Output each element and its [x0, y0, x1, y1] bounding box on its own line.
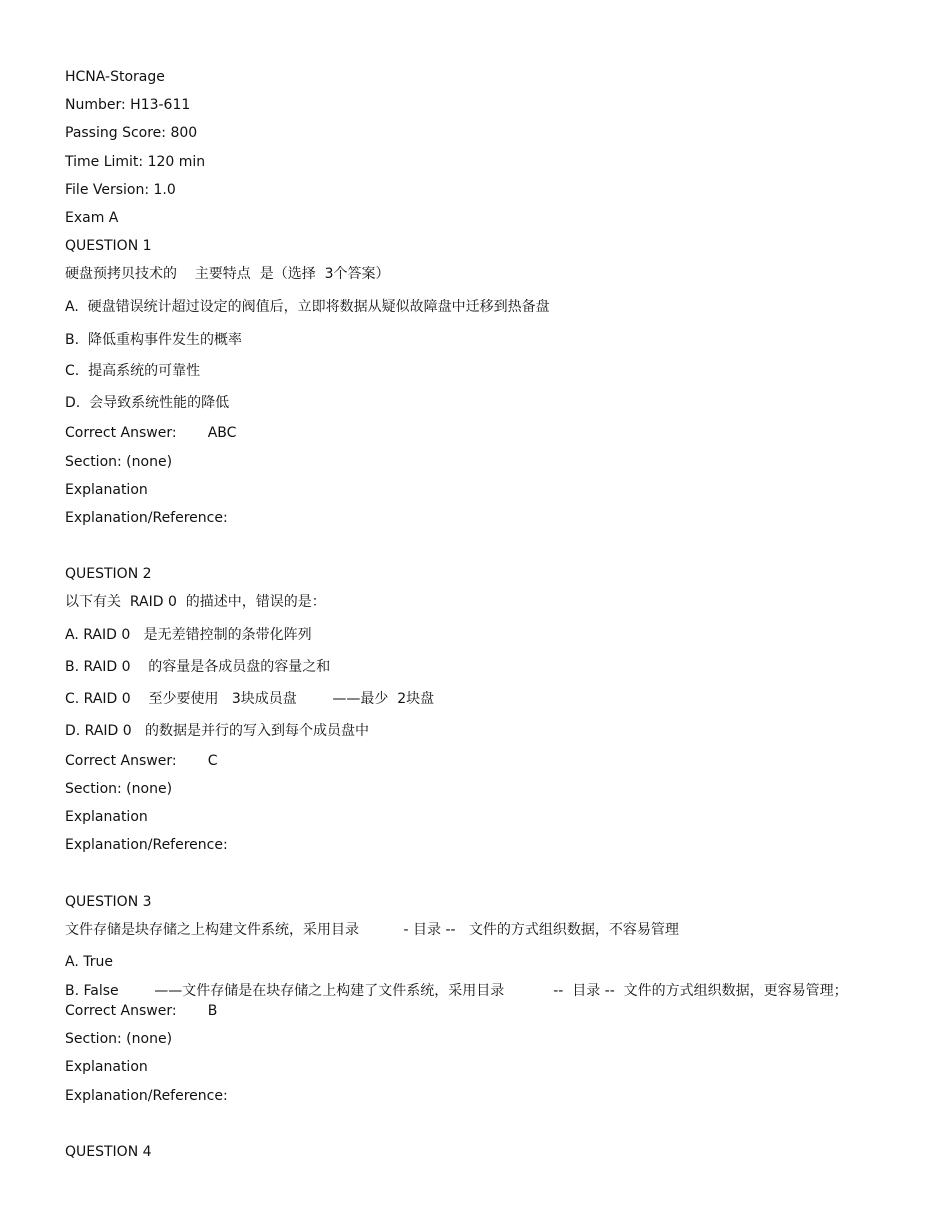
question-2-prompt: 以下有关 RAID 0 的描述中，错误的是：: [65, 594, 326, 610]
question-2-explanation-reference: Explanation/Reference:: [65, 837, 228, 853]
question-3-prompt: 文件存储是块存储之上构建文件系统，采用目录 - 目录 -- 文件的方式组织数据，不容易管理: [65, 922, 679, 938]
question-2-option-a: A. RAID 0 是无差错控制的条带化阵列: [65, 627, 312, 643]
exam-number: Number: H13-611: [65, 97, 191, 113]
question-2-explanation: Explanation: [65, 809, 148, 825]
question-1-heading: QUESTION 1: [65, 238, 152, 254]
question-2-option-d: D. RAID 0 的数据是并行的写入到每个成员盘中: [65, 723, 370, 739]
question-3-heading: QUESTION 3: [65, 894, 152, 910]
question-3-explanation-reference: Explanation/Reference:: [65, 1088, 228, 1104]
question-1-option-c: C. 提高系统的可靠性: [65, 363, 201, 379]
question-1-explanation: Explanation: [65, 482, 148, 498]
question-2-heading: QUESTION 2: [65, 566, 152, 582]
question-3-correct-answer: Correct Answer: B: [65, 1003, 218, 1019]
time-limit: Time Limit: 120 min: [65, 154, 206, 170]
exam-label: Exam A: [65, 210, 119, 226]
question-2-option-b: B. RAID 0 的容量是各成员盘的容量之和: [65, 659, 331, 675]
exam-title: HCNA-Storage: [65, 69, 165, 85]
question-1-correct-answer: Correct Answer: ABC: [65, 425, 237, 441]
question-3-option-a: A. True: [65, 954, 113, 970]
question-1-explanation-reference: Explanation/Reference:: [65, 510, 228, 526]
question-1-section: Section: (none): [65, 454, 173, 470]
question-4-heading: QUESTION 4: [65, 1144, 152, 1160]
question-3-explanation: Explanation: [65, 1059, 148, 1075]
question-2-section: Section: (none): [65, 781, 173, 797]
question-2-correct-answer: Correct Answer: C: [65, 753, 218, 769]
question-3-section: Section: (none): [65, 1031, 173, 1047]
question-3-option-b: B. False ——文件存储是在块存储之上构建了文件系统，采用目录 -- 目录 -- 文件的方式组织数据，更容易管理；: [65, 983, 848, 999]
file-version: File Version: 1.0: [65, 182, 176, 198]
question-2-option-c: C. RAID 0 至少要使用 3块成员盘 ——最少 2块盘: [65, 691, 435, 707]
question-1-prompt: 硬盘预拷贝技术的 主要特点 是（选择 3个答案）: [65, 266, 390, 282]
question-1-option-b: B. 降低重构事件发生的概率: [65, 332, 242, 348]
question-1-option-a: A. 硬盘错误统计超过设定的阀值后，立即将数据从疑似故障盘中迁移到热备盘: [65, 299, 550, 315]
question-1-option-d: D. 会导致系统性能的降低: [65, 395, 230, 411]
passing-score: Passing Score: 800: [65, 125, 198, 141]
